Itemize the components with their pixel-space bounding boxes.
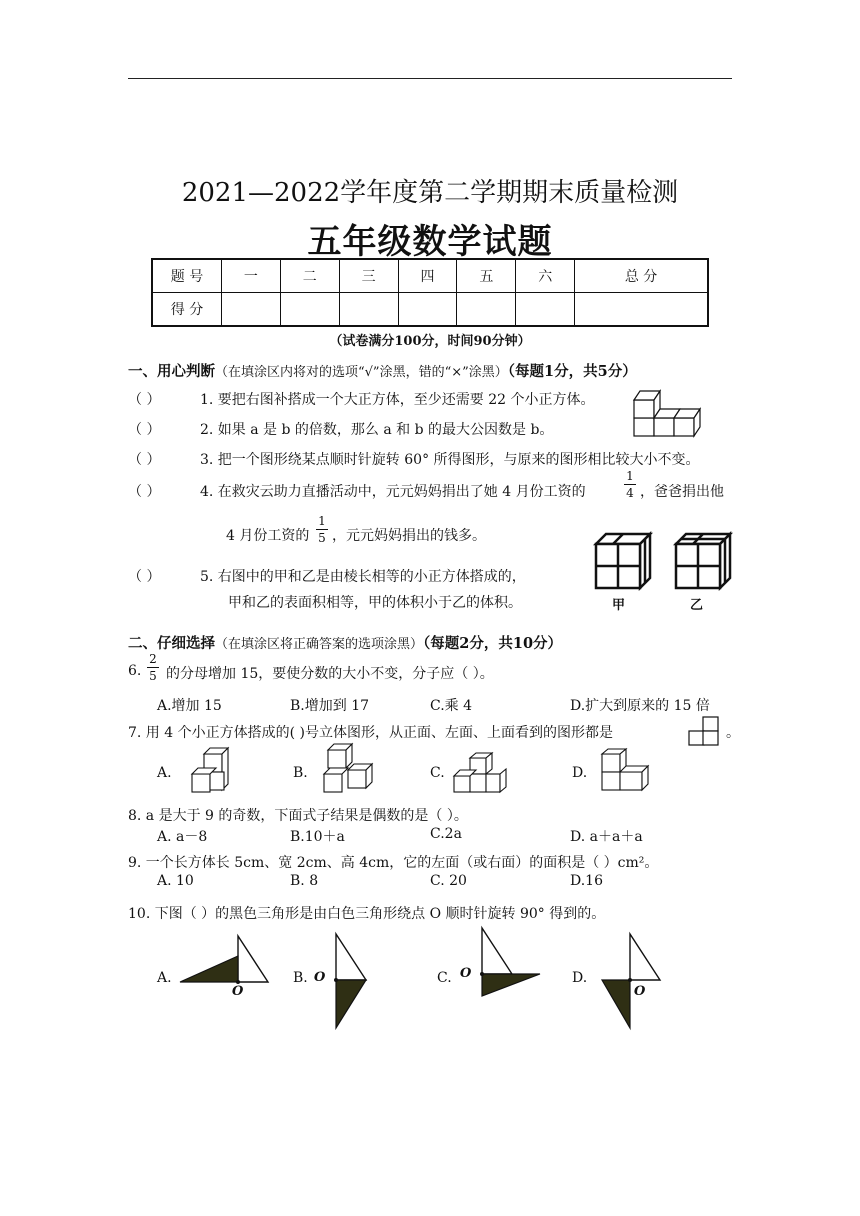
question-4-part-c: 4 月份工资的 <box>226 528 310 544</box>
q8-option-b[interactable]: B.10＋a <box>290 829 345 845</box>
score-cell: 总 分 <box>575 259 708 293</box>
q9-option-d[interactable]: D.16 <box>570 873 603 889</box>
score-input-cell[interactable] <box>516 293 575 327</box>
score-input-cell[interactable] <box>280 293 339 327</box>
answer-paren-1[interactable]: （ ） <box>128 392 161 408</box>
question-6-number: 6. <box>128 663 142 679</box>
score-input-cell[interactable] <box>222 293 281 327</box>
label-jia: 甲 <box>612 598 626 613</box>
answer-paren-5[interactable]: （ ） <box>128 569 161 585</box>
section1-title: 一、用心判断 <box>128 363 215 380</box>
score-cell: 一 <box>222 259 281 293</box>
q8-option-d[interactable]: D. a＋a＋a <box>570 829 643 845</box>
q10-point-label-c: O <box>460 966 472 981</box>
section2-heading <box>128 632 562 653</box>
answer-paren-3[interactable]: （ ） <box>128 452 161 468</box>
q6-option-a[interactable]: A.增加 15 <box>157 698 222 714</box>
exam-title-line2: 五年级数学试题 <box>307 222 553 262</box>
question-4-part-a: 4. 在救灾云助力直播活动中，元元妈妈捐出了她 4 月份工资的 <box>200 484 586 500</box>
q7-figure-c <box>452 752 508 796</box>
cube-figure-jia <box>592 530 654 592</box>
label-yi: 乙 <box>690 598 704 613</box>
q10-figure-b <box>332 930 382 1030</box>
answer-paren-2[interactable]: （ ） <box>128 422 161 438</box>
score-cell: 六 <box>516 259 575 293</box>
q9-option-a[interactable]: A. 10 <box>157 873 194 889</box>
fraction-numerator: 1 <box>626 469 634 483</box>
q7-option-b[interactable]: B. <box>293 765 308 781</box>
section1-subtitle: （在填涂区内将对的选项“√”涂黑，错的“×”涂黑） <box>215 365 508 380</box>
q10-point-label-b: O <box>314 970 326 985</box>
q7-option-d[interactable]: D. <box>572 765 588 781</box>
fraction-two-fifths <box>147 652 159 683</box>
q10-figure-c <box>478 924 548 1000</box>
score-table <box>151 258 709 327</box>
question-5-line1: 5. 右图中的甲和乙是由棱长相等的小正方体搭成的， <box>200 569 526 585</box>
fraction-one-quarter <box>624 469 636 500</box>
score-input-cell[interactable] <box>457 293 516 327</box>
section2-points: （每题2分，共10分） <box>423 635 563 652</box>
question-3: 3. 把一个图形绕某点顺时针旋转 60° 所得图形，与原来的图形相比较大小不变。 <box>200 452 700 468</box>
question-4-part-d: ，元元妈妈捐出的钱多。 <box>332 528 486 544</box>
score-cell: 二 <box>280 259 339 293</box>
q10-point-label-d: O <box>634 984 646 999</box>
fraction-denominator: 5 <box>318 531 326 545</box>
score-cell: 三 <box>339 259 398 293</box>
header-rule <box>128 78 732 79</box>
view-shape-figure <box>688 716 720 746</box>
question-10: 10. 下图（ ）的黑色三角形是由白色三角形绕点 O 顺时针旋转 90° 得到的。 <box>128 906 606 922</box>
q10-option-c[interactable]: C. <box>437 970 452 986</box>
question-8: 8. a 是大于 9 的奇数，下面式子结果是偶数的是（ ）。 <box>128 808 468 824</box>
q7-option-a[interactable]: A. <box>157 765 172 781</box>
q10-figure-d <box>600 930 666 1030</box>
q8-option-a[interactable]: A. a－8 <box>157 829 208 845</box>
section1-points: （每题1分，共5分） <box>507 363 637 380</box>
section2-subtitle: （在填涂区将正确答案的选项涂黑） <box>215 637 424 652</box>
question-2: 2. 如果 a 是 b 的倍数，那么 a 和 b 的最大公因数是 b。 <box>200 422 554 438</box>
cube-figure-yi <box>672 530 734 592</box>
q7-option-c[interactable]: C. <box>430 765 445 781</box>
fraction-denominator: 4 <box>626 486 634 500</box>
question-1: 1. 要把右图补搭成一个大正方体，至少还需要 22 个小正方体。 <box>200 392 595 408</box>
q10-option-a[interactable]: A. <box>157 970 172 986</box>
section1-heading <box>128 360 637 381</box>
q7-figure-d <box>600 748 650 794</box>
score-input-cell[interactable] <box>398 293 457 327</box>
score-cell: 四 <box>398 259 457 293</box>
q6-option-b[interactable]: B.增加到 17 <box>290 698 370 714</box>
q10-figure-a <box>176 932 276 1002</box>
q8-option-c[interactable]: C.2a <box>430 826 462 842</box>
q9-option-b[interactable]: B. 8 <box>290 873 319 889</box>
score-cell: 五 <box>457 259 516 293</box>
q6-option-d[interactable]: D.扩大到原来的 15 倍 <box>570 698 710 714</box>
q10-point-label-a: O <box>232 984 244 999</box>
score-table-header-row <box>152 259 708 293</box>
score-input-cell[interactable] <box>575 293 708 327</box>
question-6: 的分母增加 15，要使分数的大小不变，分子应（ ）。 <box>166 666 494 682</box>
q7-figure-b <box>322 742 378 796</box>
score-cell: 题 号 <box>152 259 222 293</box>
score-table-score-row <box>152 293 708 327</box>
fraction-numerator: 2 <box>149 652 157 666</box>
q10-option-d[interactable]: D. <box>572 970 588 986</box>
question-7: 7. 用 4 个小正方体搭成的( )号立体图形，从正面、左面、上面看到的图形都是 <box>128 725 613 741</box>
question-7-end: 。 <box>726 725 740 741</box>
q9-option-c[interactable]: C. 20 <box>430 873 467 889</box>
question-9: 9. 一个长方体长 5cm、宽 2cm、高 4cm，它的左面（或右面）的面积是（ ）cm²。 <box>128 855 659 871</box>
fraction-numerator: 1 <box>318 514 326 528</box>
q10-option-b[interactable]: B. <box>293 970 308 986</box>
exam-title-line1: 2021—2022学年度第二学期期末质量检测 <box>181 178 679 208</box>
fraction-denominator: 5 <box>149 669 157 683</box>
cube-stack-figure <box>632 388 698 438</box>
section2-title: 二、仔细选择 <box>128 635 215 652</box>
exam-note: （试卷满分100分，时间90分钟） <box>329 334 531 349</box>
question-4-part-b: ，爸爸捐出他 <box>640 484 724 500</box>
question-5-line2: 甲和乙的表面积相等，甲的体积小于乙的体积。 <box>228 595 522 611</box>
score-cell: 得 分 <box>152 293 222 327</box>
score-input-cell[interactable] <box>339 293 398 327</box>
q7-figure-a <box>190 744 236 796</box>
fraction-one-fifth <box>316 514 328 545</box>
answer-paren-4[interactable]: （ ） <box>128 484 161 500</box>
q6-option-c[interactable]: C.乘 4 <box>430 698 473 714</box>
